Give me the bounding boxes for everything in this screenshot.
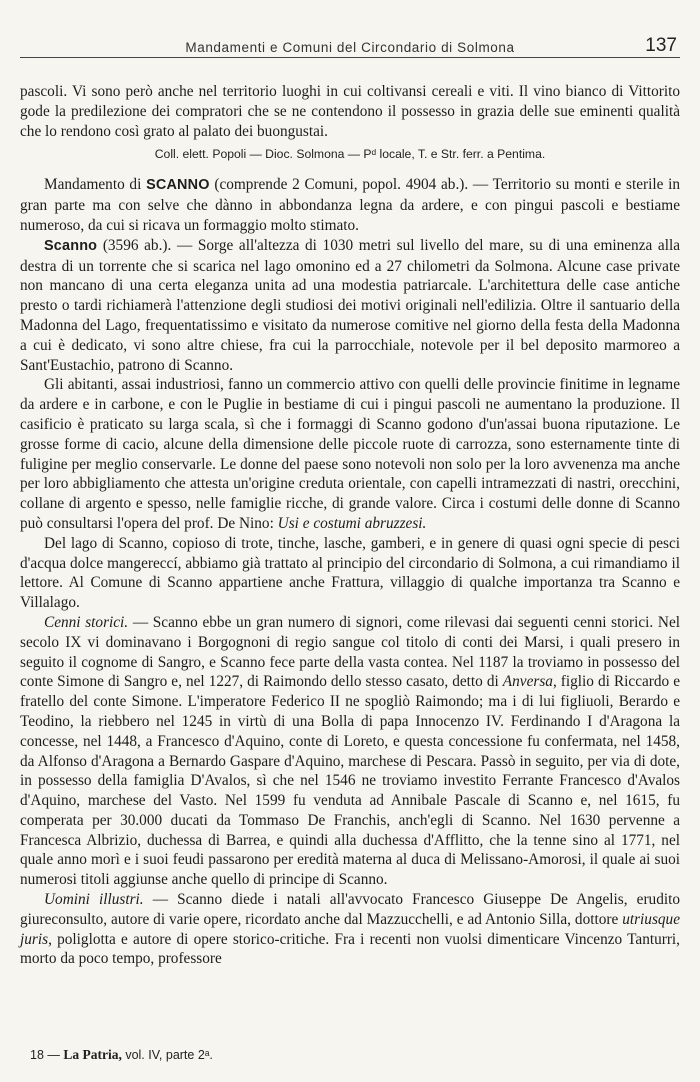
scanno-name: Scanno bbox=[44, 237, 98, 254]
running-title: Mandamenti e Comuni del Circondario di Solmona bbox=[185, 40, 515, 55]
electoral-info: Coll. elett. Popoli — Dioc. Solmona — Pᵈ locale, T. e Str. ferr. a Pentima. bbox=[154, 147, 546, 162]
mandamento-text: (comprende 2 Comuni, popol. 4904 ab.). — Territorio su monti e sterile in gran parte ma con selve che dànno in abbondanza legna da ardere, e con pingui pascoli e bestiame numeroso, da cui si ricava un formaggio molto stimato. bbox=[20, 176, 681, 234]
uomini-text-b: , poliglotta e autore di opere storico-critiche. Fra i recenti non vuolsi dimenticare Vincenzo Tanturri, morto da poco tempo, professore bbox=[20, 930, 680, 968]
footer-signature: 18 — bbox=[30, 1048, 64, 1062]
paragraph-scanno bbox=[20, 236, 680, 376]
paragraph-mandamento bbox=[20, 175, 680, 235]
mandamento-lead: Mandamento di bbox=[44, 176, 147, 194]
mandamento-name: SCANNO bbox=[146, 177, 210, 194]
cenni-heading: Cenni storici. bbox=[44, 613, 129, 631]
paragraph-lago: Del lago di Scanno, copioso di trote, tinche, lasche, gamberi, e in genere di quasi ogni specie di pesci d'acqua dolce mangereccí, abbiamo già trattato al principio del circondario di Solmona, a cui rimandiamo il lettore. Al Comune di Scanno appartiene anche Frattura, villaggio di qualche importanza tra Scanno e Villalago. bbox=[20, 534, 680, 612]
scanno-text: (3596 ab.). — Sorge all'altezza di 1030 metri sul livello del mare, su di una eminenza alla destra di un torrente che si scarica nel lago omonino ed a 27 chilometri da Solmona. Alcune case private non mancano di una certa eleganza unita ad una modestia patriarcale. L'architettura delle case antiche presto o tardi richiamerà l'attenzione degli studiosi dei motivi originali nell'edilizia. Oltre il santuario della Madonna del Lago, frequentatissimo e visitato da numerose comitive nel giorno della festa della Madonna a cui è dedicato, vi sono altre chiese, fra cui la parrocchiale, notevole per il bel deposito marmoreo a Sant'Eustachio, patrono di Scanno. bbox=[20, 236, 680, 374]
cenni-text-a: — Scanno ebbe un gran numero di signori, come rilevasi dai seguenti cenni storici. Nel secolo IX vi dominavano i Borgognoni di regio sangue col titolo di conti dei Marsi, i quali presero in seguito il cognome di Sangro, e Scanno fece parte della vasta contea. Nel 1187 la troviamo in possesso del conte Simone di Sangro e, nel 1227, di Raimondo dello stesso casato, detto di bbox=[20, 613, 680, 691]
paragraph-cenni-storici bbox=[20, 613, 680, 890]
paragraph-uomini-illustri bbox=[20, 890, 680, 969]
uomini-latin: utriusque juris bbox=[20, 910, 680, 948]
abitanti-text: Gli abitanti, assai industriosi, fanno un commercio attivo con quelli delle provincie finitime in legname da ardere e in carbone, e con le Puglie in bestiame di cui i pingui pascoli ne aumentano la produzione. Il casificio è praticato su larga scala, sì che i formaggi di Scanno godono d'un'assai buona riputazione. Le grosse forme di cacio, alcune della dimensione delle piccole ruote di carrozza, sono esternamente tinte di fuligine per meglio conservarle. Le donne del paese sono notevoli non solo per la loro avvenenza ma anche per loro abbigliamento che attesta un'origine creduta orientale, con capelli intramezzati di nastri, orecchini, collane di argento e spesso, nelle famiglie ricche, di grande valore. Circa i costumi delle donne di Scanno può consultarsi l'opera del prof. De Nino: bbox=[20, 376, 680, 532]
footer-title: La Patria, bbox=[63, 1047, 122, 1062]
page-footer bbox=[30, 1047, 213, 1063]
header-rule bbox=[20, 57, 680, 58]
uomini-heading: Uomini illustri. bbox=[44, 891, 144, 909]
page-body bbox=[20, 82, 680, 969]
page-number: 137 bbox=[645, 35, 677, 56]
cenni-anversa: Anversa bbox=[502, 673, 553, 691]
paragraph-vittorito: pascoli. Vi sono però anche nel territorio luoghi in cui coltivansi cereali e viti. Il vino bianco di Vittorito gode la predilezione dei compratori che se ne contendono il possesso in grazia delle sue eminenti qualità che lo rendono così grato al palato dei buongustai. bbox=[20, 83, 680, 140]
footer-volume: vol. IV, parte 2ᵃ. bbox=[121, 1048, 213, 1062]
page-header bbox=[20, 0, 680, 57]
abitanti-book-title: Usi e costumi abruzzesi. bbox=[277, 514, 427, 532]
cenni-text-b: , figlio di Riccardo e fratello del conte Simone. L'imperatore Federico II ne spogliò Raimondo; ma i di lui figliuoli, Berardo e Teodino, la riebbero nel 1245 in virtù di una Bolla di papa Innocenzo IV. Ferdinando I d'Aragona la concesse, nel 1448, a Francesco d'Aquino, conte di Loreto, e questa concessione fu confermata, nel 1458, da Alfonso d'Aragona a Bernardo Gaspare d'Aquino, marchese di Pescara. Passò in seguito, per via di dote, in possesso della famiglia D'Avalos, sì che nel 1546 ne troviamo investito Ferrante Francesco d'Avalos d'Aquino, marchese del Vasto. Nel 1599 fu venduta ad Annibale Pascale di Scanno e, nel 1615, fu comperata per 30.000 ducati da Tommaso De Franchis, anch'egli di Scanno. Nel 1630 pervenne a Francesca Albrizio, duchessa di Barrea, e quindi alla duchessa d'Afflitto, che la tenne sino al 1771, nel quale anno morì e i suoi feudi passarono per eredità materna al duca di Melissano-Amorosi, il quale ai suoi numerosi titoli aggiunse anche quello di principe di Scanno. bbox=[20, 673, 680, 889]
book-page bbox=[20, 0, 681, 968]
paragraph-abitanti bbox=[20, 375, 680, 533]
uomini-text-a: — Scanno diede i natali all'avvocato Francesco Giuseppe De Angelis, erudito giureconsulto, autore di varie opere, ricordato anche dal Mazzucchelli, e ad Antonio Silla, dottore bbox=[20, 891, 680, 928]
